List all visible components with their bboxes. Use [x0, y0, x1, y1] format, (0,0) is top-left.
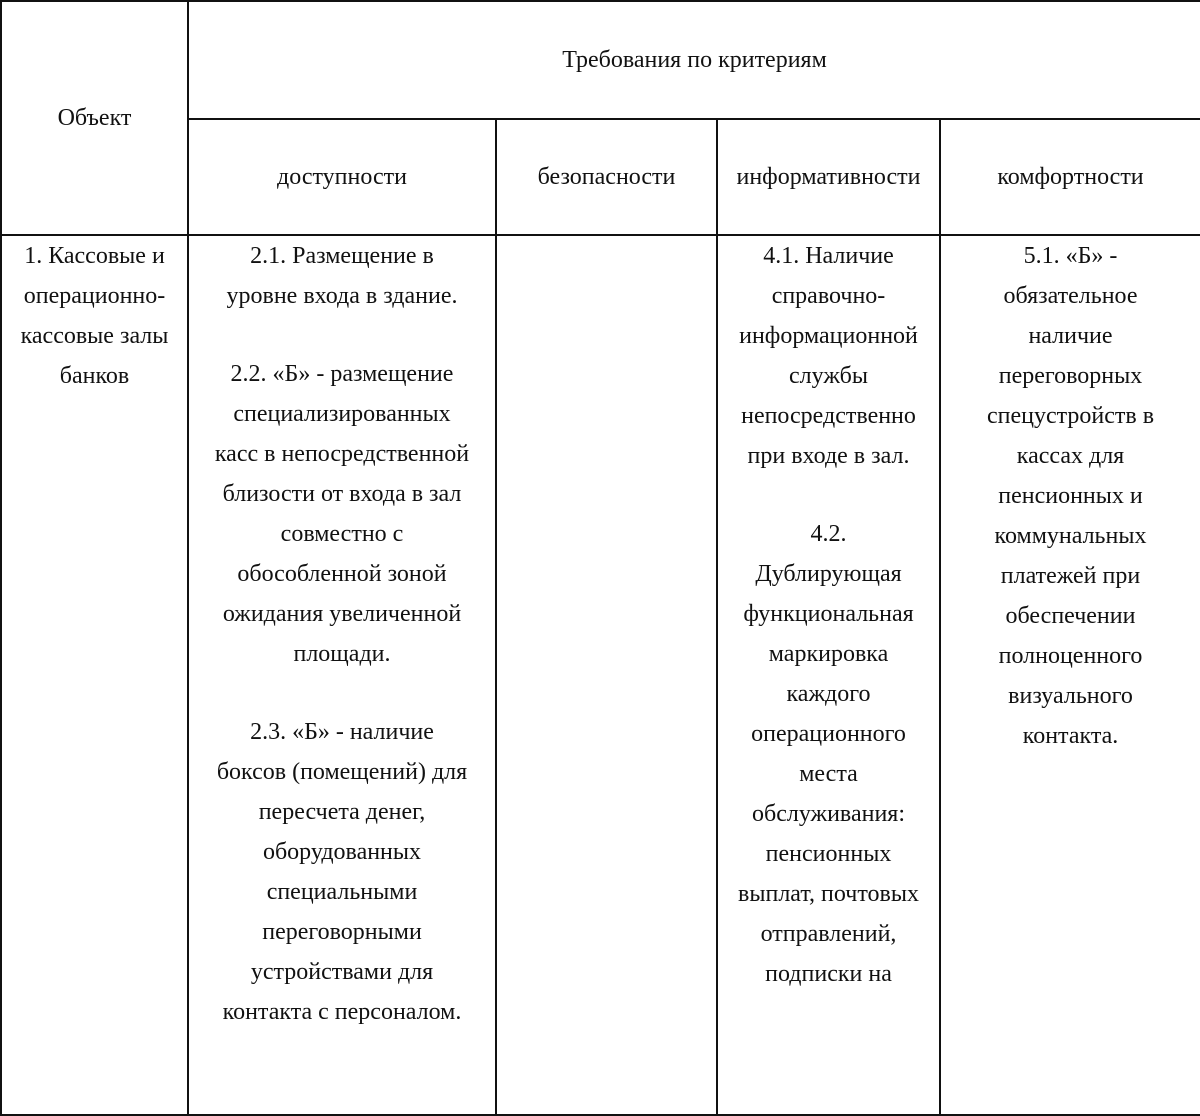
requirement-4-2: 4.2. Дублирующая функциональная маркировка каждого операционного места обслуживания: пенсионных выплат, почтовых отправлений, подписки на [738, 521, 919, 987]
requirement-2-2: 2.2. «Б» - размещение специализированных касс в непосредственной близости от входа в зал совместно с обособленной зоной ожидания увеличенной площади. [214, 361, 470, 667]
header-group-label: Требования по критериям [562, 47, 827, 73]
requirement-4-1: 4.1. Наличие справочно- информационной службы непосредственно при входе в зал. [739, 243, 918, 469]
cell-accessibility [188, 235, 496, 1115]
cell-informativeness [717, 235, 940, 1115]
header-object-label: Объект [57, 105, 132, 131]
header-safety [496, 119, 717, 235]
cell-comfort [940, 235, 1200, 1115]
header-accessibility [188, 119, 496, 235]
table-row [1, 235, 1200, 1115]
header-row-group [1, 1, 1200, 119]
header-informativeness-label: информативности [736, 164, 921, 190]
requirement-5-1: 5.1. «Б» - обязательное наличие переговорных спецустройств в кассах для пенсионных и коммунальных платежей при обеспечении полноценного визуального контакта. [986, 243, 1155, 749]
header-safety-label: безопасности [537, 164, 676, 190]
header-comfort [940, 119, 1200, 235]
requirement-2-1: 2.1. Размещение в уровне входа в здание. [226, 243, 458, 309]
header-accessibility-label: доступности [277, 164, 407, 190]
header-comfort-label: комфортности [997, 164, 1144, 190]
object-name: 1. Кассовые и операционно- кассовые залы банков [20, 243, 169, 389]
requirement-2-3: 2.3. «Б» - наличие боксов (помещений) для пересчета денег, оборудованных специальными переговорными устройствами для контакта с персоналом. [216, 719, 468, 1025]
cell-object [1, 235, 188, 1115]
cell-safety [496, 235, 717, 1115]
header-group [188, 1, 1200, 119]
header-object [1, 1, 188, 235]
header-informativeness [717, 119, 940, 235]
